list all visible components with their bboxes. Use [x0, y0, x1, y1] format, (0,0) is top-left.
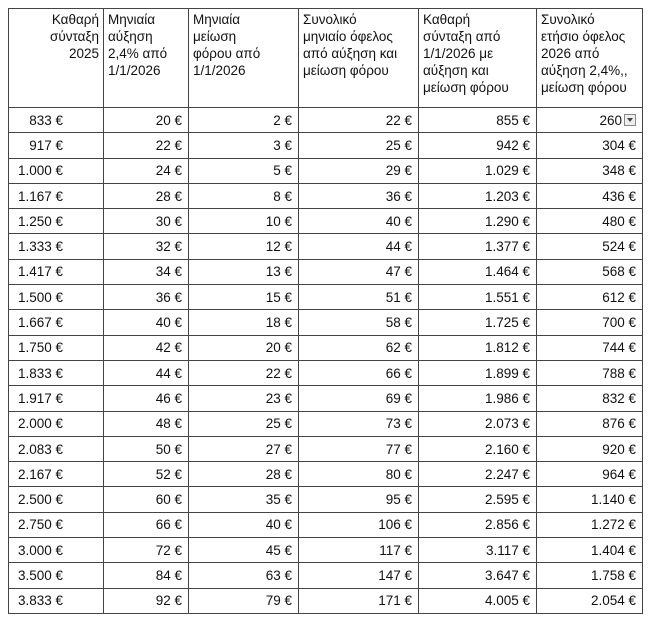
cell-value: 20 € — [265, 340, 292, 356]
table-row — [9, 411, 643, 436]
cell-net-pension-2025 — [9, 285, 104, 310]
cell-value: 1.333 € — [17, 239, 63, 255]
cell-value: 1.551 € — [484, 289, 530, 305]
cell-value: 612 € — [602, 289, 636, 305]
cell-total-annual-benefit — [537, 108, 643, 133]
cell-value: 35 € — [265, 492, 292, 508]
cell-total-annual-benefit — [537, 183, 643, 208]
cell-net-pension-2026 — [419, 310, 537, 335]
cell-monthly-increase — [104, 133, 189, 158]
cell-total-monthly-benefit — [299, 133, 419, 158]
cell-monthly-tax-reduction — [189, 209, 299, 234]
cell-value: 60 € — [155, 492, 182, 508]
cell-value: 1.377 € — [484, 239, 530, 255]
cell-monthly-increase — [104, 411, 189, 436]
header-total-monthly-benefit: Συνολικό μηνιαίο όφελος από αύξηση και μείωση φόρου — [299, 9, 419, 108]
table-header — [9, 9, 643, 108]
cell-net-pension-2026 — [419, 588, 537, 613]
cell-net-pension-2025 — [9, 436, 104, 461]
cell-monthly-increase — [104, 538, 189, 563]
cell-monthly-tax-reduction — [189, 259, 299, 284]
cell-net-pension-2026 — [419, 563, 537, 588]
cell-value: 13 € — [265, 264, 292, 280]
cell-value: 1.986 € — [484, 390, 530, 406]
cell-value: 1.000 € — [17, 163, 63, 179]
cell-net-pension-2026 — [419, 386, 537, 411]
cell-monthly-increase — [104, 183, 189, 208]
cell-value: 1.140 € — [590, 492, 636, 508]
cell-total-annual-benefit — [537, 209, 643, 234]
cell-monthly-increase — [104, 108, 189, 133]
cell-net-pension-2025 — [9, 411, 104, 436]
cell-monthly-tax-reduction — [189, 310, 299, 335]
cell-value: 1.725 € — [484, 315, 530, 331]
cell-monthly-tax-reduction — [189, 360, 299, 385]
cell-value: 77 € — [385, 441, 412, 457]
cell-monthly-increase — [104, 563, 189, 588]
cell-total-annual-benefit — [537, 133, 643, 158]
cell-total-monthly-benefit — [299, 487, 419, 512]
cell-monthly-tax-reduction — [189, 462, 299, 487]
cell-net-pension-2026 — [419, 108, 537, 133]
cell-value: 1.917 € — [17, 390, 63, 406]
cell-value: 524 € — [602, 239, 636, 255]
cell-value: 25 € — [385, 137, 412, 153]
cell-net-pension-2026 — [419, 538, 537, 563]
cell-total-monthly-benefit — [299, 411, 419, 436]
cell-value: 147 € — [378, 567, 412, 583]
header-monthly-tax-reduction: Μηνιαία μείωση φόρου από 1/1/2026 — [189, 9, 299, 108]
cell-value: 436 € — [602, 188, 636, 204]
cell-value: 304 € — [602, 137, 636, 153]
cell-value: 3.000 € — [17, 542, 63, 558]
table-row — [9, 512, 643, 537]
cell-value: 920 € — [602, 441, 636, 457]
cell-value: 12 € — [265, 239, 292, 255]
cell-value: 15 € — [265, 289, 292, 305]
cell-value: 23 € — [265, 390, 292, 406]
cell-net-pension-2025 — [9, 462, 104, 487]
cell-total-annual-benefit — [537, 285, 643, 310]
cell-monthly-tax-reduction — [189, 487, 299, 512]
table-row — [9, 563, 643, 588]
cell-total-annual-benefit — [537, 563, 643, 588]
cell-value: 1.667 € — [17, 315, 63, 331]
table-body — [9, 108, 643, 614]
cell-value: 32 € — [155, 239, 182, 255]
cell-value: 1.833 € — [17, 365, 63, 381]
cell-value: 24 € — [155, 163, 182, 179]
cell-value: 2.500 € — [17, 492, 63, 508]
cell-monthly-tax-reduction — [189, 108, 299, 133]
cell-value: 36 € — [155, 289, 182, 305]
cell-net-pension-2025 — [9, 183, 104, 208]
cell-total-monthly-benefit — [299, 386, 419, 411]
cell-total-monthly-benefit — [299, 183, 419, 208]
cell-net-pension-2025 — [9, 335, 104, 360]
cell-monthly-tax-reduction — [189, 563, 299, 588]
table-row — [9, 259, 643, 284]
cell-net-pension-2025 — [9, 487, 104, 512]
cell-value: 1.899 € — [484, 365, 530, 381]
cell-value: 66 € — [385, 365, 412, 381]
cell-value: 8 € — [273, 188, 292, 204]
cell-net-pension-2025 — [9, 259, 104, 284]
cell-monthly-tax-reduction — [189, 234, 299, 259]
cell-value: 69 € — [385, 390, 412, 406]
cell-value: 48 € — [155, 416, 182, 432]
cell-value: 942 € — [496, 137, 530, 153]
cell-monthly-tax-reduction — [189, 133, 299, 158]
cell-value: 25 € — [265, 416, 292, 432]
cell-value: 2 € — [273, 112, 292, 128]
cell-value: 62 € — [385, 340, 412, 356]
cell-total-annual-benefit — [537, 487, 643, 512]
cell-value: 29 € — [385, 163, 412, 179]
cell-net-pension-2025 — [9, 512, 104, 537]
cell-net-pension-2025 — [9, 234, 104, 259]
cell-total-annual-benefit — [537, 234, 643, 259]
cell-value: 63 € — [265, 567, 292, 583]
cell-value: 18 € — [265, 315, 292, 331]
cell-value: 788 € — [602, 365, 636, 381]
cell-net-pension-2026 — [419, 436, 537, 461]
cell-value: 84 € — [155, 567, 182, 583]
cell-value: 1.464 € — [484, 264, 530, 280]
cell-value: 22 € — [385, 112, 412, 128]
cell-value: 2.054 € — [590, 593, 636, 609]
cell-monthly-tax-reduction — [189, 436, 299, 461]
cell-total-monthly-benefit — [299, 462, 419, 487]
cell-value: 95 € — [385, 492, 412, 508]
dropdown-arrow-icon[interactable] — [624, 114, 636, 126]
cell-value: 348 € — [602, 163, 636, 179]
table-row — [9, 386, 643, 411]
cell-monthly-tax-reduction — [189, 386, 299, 411]
cell-net-pension-2026 — [419, 335, 537, 360]
cell-value: 30 € — [155, 213, 182, 229]
cell-value: 1.250 € — [17, 213, 63, 229]
cell-value: 40 € — [155, 315, 182, 331]
cell-value: 1.812 € — [484, 340, 530, 356]
cell-value: 917 € — [29, 137, 63, 153]
cell-total-monthly-benefit — [299, 335, 419, 360]
cell-net-pension-2025 — [9, 538, 104, 563]
table-row — [9, 108, 643, 133]
cell-net-pension-2026 — [419, 285, 537, 310]
cell-monthly-tax-reduction — [189, 183, 299, 208]
cell-value: 480 € — [602, 213, 636, 229]
cell-value: 44 € — [155, 365, 182, 381]
cell-value: 1.272 € — [590, 517, 636, 533]
cell-net-pension-2026 — [419, 512, 537, 537]
cell-value: 2.000 € — [17, 416, 63, 432]
cell-value: 2.247 € — [484, 466, 530, 482]
cell-total-annual-benefit — [537, 335, 643, 360]
cell-monthly-increase — [104, 158, 189, 183]
cell-value: 568 € — [602, 264, 636, 280]
cell-value: 22 € — [265, 365, 292, 381]
cell-total-monthly-benefit — [299, 360, 419, 385]
cell-total-monthly-benefit — [299, 512, 419, 537]
cell-value: 22 € — [155, 137, 182, 153]
cell-value: 2.595 € — [484, 492, 530, 508]
table-row — [9, 487, 643, 512]
cell-value: 1.750 € — [17, 340, 63, 356]
cell-total-monthly-benefit — [299, 209, 419, 234]
cell-total-annual-benefit — [537, 538, 643, 563]
cell-total-annual-benefit — [537, 158, 643, 183]
table-row — [9, 538, 643, 563]
cell-value: 2.083 € — [17, 441, 63, 457]
cell-monthly-increase — [104, 259, 189, 284]
cell-net-pension-2026 — [419, 259, 537, 284]
header-net-pension-2025: Καθαρή σύνταξη 2025 — [9, 9, 104, 108]
cell-value: 3.647 € — [484, 567, 530, 583]
cell-value: 106 € — [378, 517, 412, 533]
cell-value: 66 € — [155, 517, 182, 533]
cell-total-monthly-benefit — [299, 234, 419, 259]
cell-value: 5 € — [273, 163, 292, 179]
cell-net-pension-2025 — [9, 310, 104, 335]
cell-value: 964 € — [602, 466, 636, 482]
cell-total-monthly-benefit — [299, 563, 419, 588]
cell-total-monthly-benefit — [299, 436, 419, 461]
pension-table-container — [8, 8, 643, 614]
cell-monthly-increase — [104, 512, 189, 537]
cell-total-monthly-benefit — [299, 285, 419, 310]
cell-value: 876 € — [602, 416, 636, 432]
cell-monthly-increase — [104, 310, 189, 335]
table-row — [9, 335, 643, 360]
cell-net-pension-2025 — [9, 158, 104, 183]
table-row — [9, 158, 643, 183]
cell-net-pension-2026 — [419, 209, 537, 234]
cell-net-pension-2025 — [9, 108, 104, 133]
cell-total-annual-benefit — [537, 411, 643, 436]
cell-value: 80 € — [385, 466, 412, 482]
cell-monthly-increase — [104, 335, 189, 360]
cell-value: 72 € — [155, 542, 182, 558]
cell-total-annual-benefit — [537, 512, 643, 537]
cell-value: 4.005 € — [484, 593, 530, 609]
table-row — [9, 310, 643, 335]
cell-monthly-increase — [104, 360, 189, 385]
cell-net-pension-2025 — [9, 133, 104, 158]
cell-net-pension-2026 — [419, 462, 537, 487]
cell-value: 700 € — [602, 315, 636, 331]
cell-monthly-tax-reduction — [189, 512, 299, 537]
cell-value: 260 — [599, 112, 622, 128]
table-row — [9, 462, 643, 487]
cell-total-monthly-benefit — [299, 108, 419, 133]
cell-net-pension-2025 — [9, 360, 104, 385]
cell-value: 51 € — [385, 289, 412, 305]
cell-value: 1.290 € — [484, 213, 530, 229]
cell-value: 40 € — [265, 517, 292, 533]
cell-total-monthly-benefit — [299, 158, 419, 183]
cell-value: 1.167 € — [17, 188, 63, 204]
cell-value: 27 € — [265, 441, 292, 457]
cell-value: 744 € — [602, 340, 636, 356]
cell-total-annual-benefit — [537, 259, 643, 284]
cell-value: 34 € — [155, 264, 182, 280]
cell-value: 50 € — [155, 441, 182, 457]
cell-total-annual-benefit — [537, 360, 643, 385]
cell-value: 1.758 € — [590, 567, 636, 583]
cell-value: 3.833 € — [17, 593, 63, 609]
cell-value: 28 € — [155, 188, 182, 204]
cell-net-pension-2026 — [419, 411, 537, 436]
cell-total-monthly-benefit — [299, 259, 419, 284]
table-row — [9, 285, 643, 310]
cell-net-pension-2025 — [9, 563, 104, 588]
table-row — [9, 209, 643, 234]
cell-value: 92 € — [155, 593, 182, 609]
cell-value: 3.500 € — [17, 567, 63, 583]
cell-net-pension-2025 — [9, 209, 104, 234]
cell-value: 58 € — [385, 315, 412, 331]
cell-net-pension-2026 — [419, 183, 537, 208]
cell-value: 1.203 € — [484, 188, 530, 204]
cell-value: 1.029 € — [484, 163, 530, 179]
cell-monthly-increase — [104, 588, 189, 613]
cell-value: 832 € — [602, 390, 636, 406]
cell-value: 10 € — [265, 213, 292, 229]
cell-value: 52 € — [155, 466, 182, 482]
cell-monthly-tax-reduction — [189, 411, 299, 436]
cell-total-annual-benefit — [537, 436, 643, 461]
cell-value: 45 € — [265, 542, 292, 558]
cell-total-annual-benefit — [537, 310, 643, 335]
cell-total-monthly-benefit — [299, 310, 419, 335]
cell-value: 1.404 € — [590, 542, 636, 558]
cell-value: 117 € — [379, 542, 412, 558]
table-row — [9, 183, 643, 208]
cell-value: 2.856 € — [484, 517, 530, 533]
cell-monthly-tax-reduction — [189, 588, 299, 613]
cell-value: 47 € — [385, 264, 412, 280]
cell-value: 171 € — [378, 593, 412, 609]
cell-value: 46 € — [155, 390, 182, 406]
cell-monthly-increase — [104, 487, 189, 512]
cell-value: 3.117 € — [485, 542, 530, 558]
cell-value: 1.417 € — [17, 264, 63, 280]
cell-net-pension-2026 — [419, 133, 537, 158]
cell-monthly-tax-reduction — [189, 538, 299, 563]
cell-monthly-tax-reduction — [189, 158, 299, 183]
cell-value: 3 € — [273, 137, 292, 153]
pension-table — [8, 8, 643, 614]
cell-value: 36 € — [385, 188, 412, 204]
cell-net-pension-2026 — [419, 158, 537, 183]
cell-net-pension-2025 — [9, 588, 104, 613]
cell-value: 833 € — [29, 112, 63, 128]
cell-value: 2.073 € — [484, 416, 530, 432]
cell-value: 73 € — [385, 416, 412, 432]
cell-value: 28 € — [265, 466, 292, 482]
cell-net-pension-2026 — [419, 234, 537, 259]
cell-total-annual-benefit — [537, 462, 643, 487]
header-net-pension-2026: Καθαρή σύνταξη από 1/1/2026 με αύξηση και μείωση φόρου — [419, 9, 537, 108]
cell-value: 42 € — [155, 340, 182, 356]
cell-net-pension-2026 — [419, 360, 537, 385]
cell-value: 2.750 € — [17, 517, 63, 533]
cell-monthly-increase — [104, 436, 189, 461]
cell-value: 20 € — [155, 112, 182, 128]
cell-monthly-tax-reduction — [189, 285, 299, 310]
cell-net-pension-2026 — [419, 487, 537, 512]
table-row — [9, 360, 643, 385]
cell-monthly-increase — [104, 234, 189, 259]
table-row — [9, 133, 643, 158]
cell-total-monthly-benefit — [299, 538, 419, 563]
cell-monthly-increase — [104, 209, 189, 234]
cell-total-monthly-benefit — [299, 588, 419, 613]
table-row — [9, 436, 643, 461]
table-row — [9, 588, 643, 613]
header-total-annual-benefit: Συνολικό ετήσιο όφελος 2026 από αύξηση 2,4%,, μείωση φόρου — [537, 9, 643, 108]
cell-total-annual-benefit — [537, 386, 643, 411]
cell-net-pension-2025 — [9, 386, 104, 411]
cell-value: 44 € — [385, 239, 412, 255]
cell-monthly-increase — [104, 462, 189, 487]
cell-total-annual-benefit — [537, 588, 643, 613]
cell-monthly-tax-reduction — [189, 335, 299, 360]
header-row — [9, 9, 643, 108]
cell-value: 79 € — [265, 593, 292, 609]
header-monthly-increase: Μηνιαία αύξηση 2,4% από 1/1/2026 — [104, 9, 189, 108]
table-row — [9, 234, 643, 259]
cell-value: 40 € — [385, 213, 412, 229]
cell-value: 855 € — [496, 112, 530, 128]
cell-value: 2.167 € — [17, 466, 63, 482]
cell-value: 1.500 € — [17, 289, 63, 305]
cell-monthly-increase — [104, 285, 189, 310]
cell-value: 2.160 € — [484, 441, 530, 457]
cell-monthly-increase — [104, 386, 189, 411]
